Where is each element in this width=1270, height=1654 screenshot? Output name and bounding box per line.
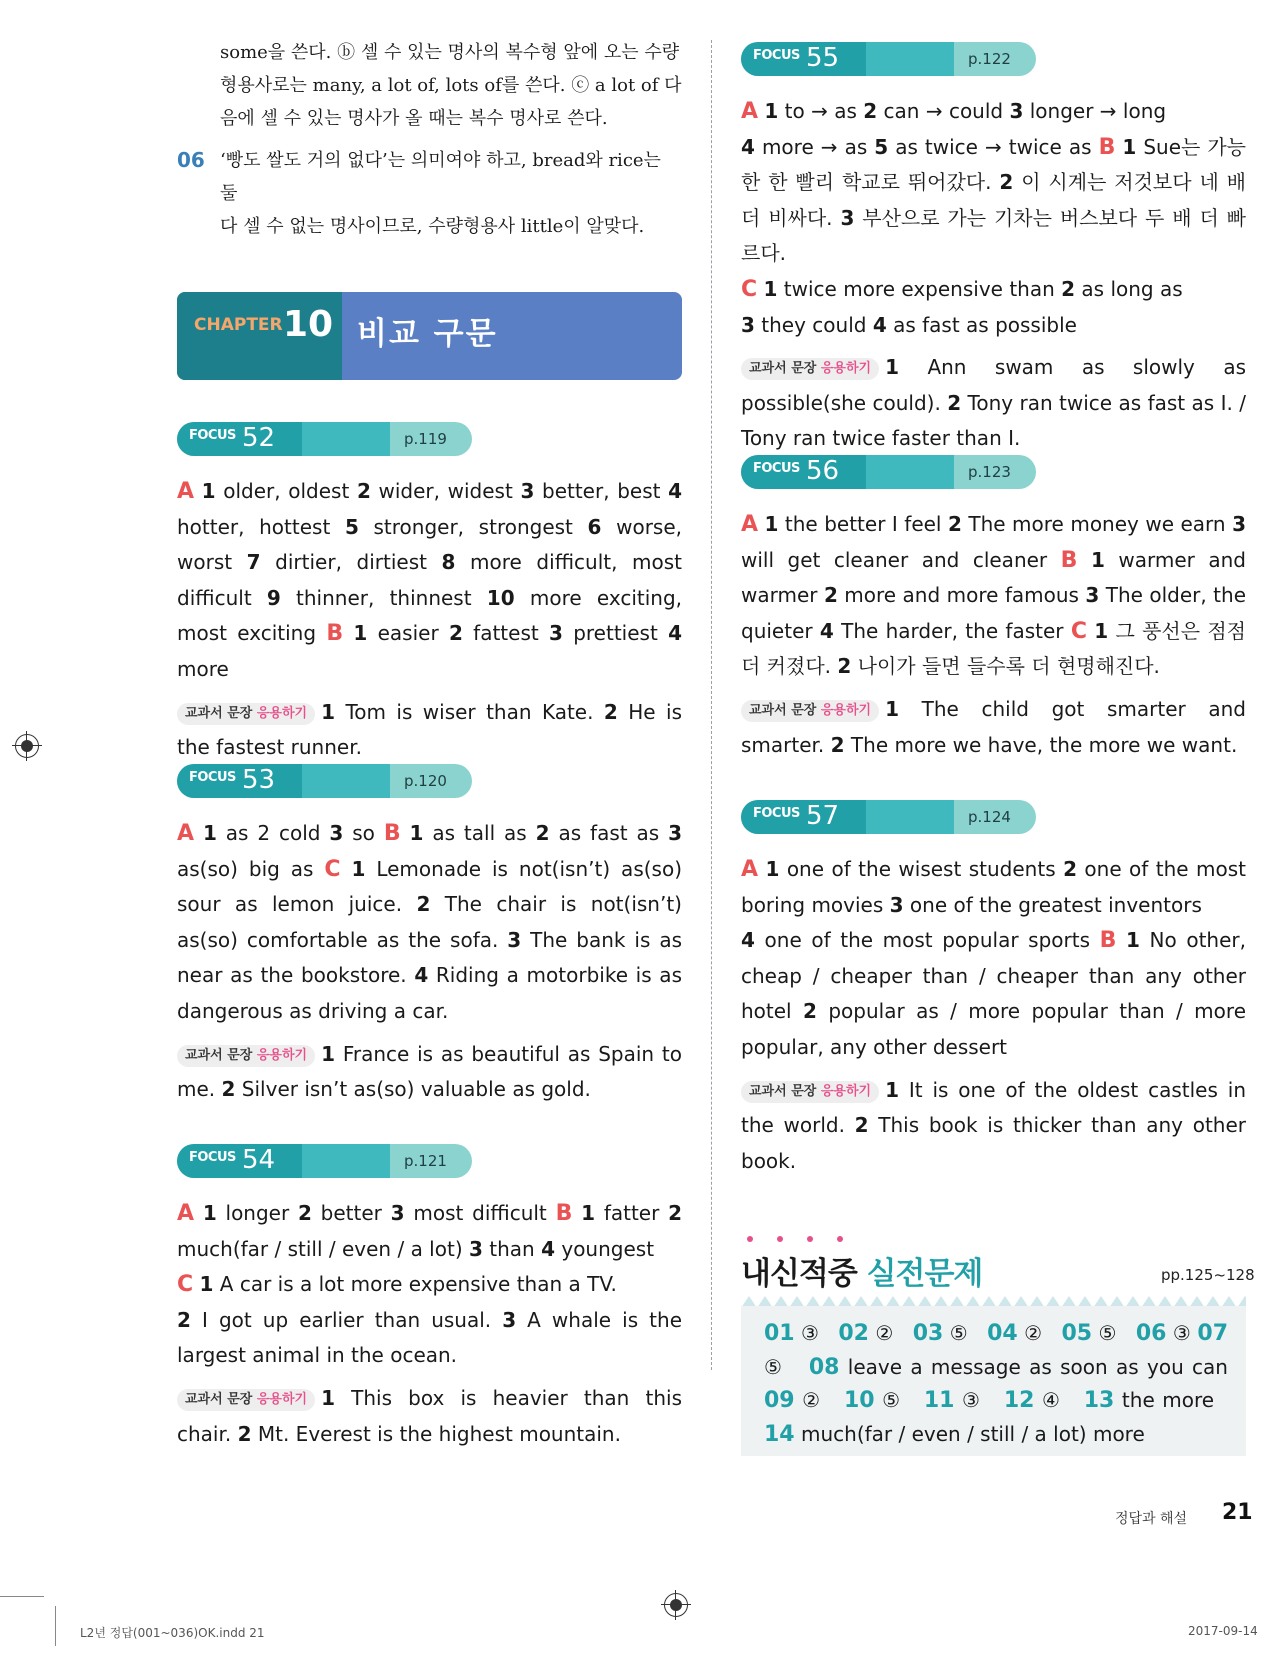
practice-test-title xyxy=(741,1248,982,1293)
chapter-banner xyxy=(177,292,682,380)
column-divider xyxy=(711,40,712,1370)
focus-number: 53 xyxy=(242,765,276,795)
textbook-tag: 교과서 문장 응용하기 xyxy=(177,1389,315,1411)
focus-57-header xyxy=(741,800,1036,834)
textbook-tag: 교과서 문장 응용하기 xyxy=(741,358,879,380)
focus-number: 55 xyxy=(806,43,840,73)
registration-mark-icon xyxy=(15,734,39,758)
intro-line: 형용사로는 many, a lot of, lots of를 쓴다. ⓒ a lot of 다 xyxy=(220,75,682,96)
textbook-tag: 교과서 문장 응용하기 xyxy=(741,1081,879,1103)
textbook-tag: 교과서 문장 응용하기 xyxy=(741,700,879,722)
focus-54-answers: A 1 longer 2 better 3 most difficult B 1 fatter 2 much(far / still / even / a lot) 3 than 4 youngest C 1 A car is a lot more expensive than a TV. 2 I got up earlier than usual. 3 A whale is the largest animal in the ocean. 교과서 문장 응용하기 1 This box is heavier than this chair. 2 Mt. Everest is the highest mountain. xyxy=(177,1201,683,1446)
crop-mark xyxy=(55,1606,56,1646)
emphasis-dots xyxy=(741,1236,861,1248)
focus-53-header xyxy=(177,764,472,798)
practice-test-pages: pp.125~128 xyxy=(1161,1266,1255,1284)
focus-label: FOCUS xyxy=(189,1150,236,1165)
practice-test-title-part2: 실전문제 xyxy=(866,1256,983,1292)
chapter-label: CHAPTER xyxy=(194,315,283,335)
focus-label: FOCUS xyxy=(753,461,800,476)
focus-54-header xyxy=(177,1144,472,1178)
focus-number: 56 xyxy=(806,456,840,486)
question-06-explanation xyxy=(177,144,682,243)
practice-test-answers: 01 ③ 02 ② 03 ⑤ 04 ② 05 ⑤ 06 ③ 07 ⑤ 08 leave a message as soon as you can 09 ② 10 ⑤ 11 ③ 12 ④ 13 the more 14 much(far / even / still / a lot) more xyxy=(764,1321,1229,1447)
question-number: 06 xyxy=(177,148,205,172)
chapter-number: 10 xyxy=(283,304,334,345)
focus-page: p.120 xyxy=(404,772,447,790)
focus-52-header xyxy=(177,422,472,456)
focus-number: 52 xyxy=(242,423,276,453)
print-date: 2017-09-14 xyxy=(1188,1624,1258,1638)
focus-53-answers: A 1 as 2 cold 3 so B 1 as tall as 2 as fast as 3 as(so) big as C 1 Lemonade is not(isn’t) as(so) sour as lemon juice. 2 The chair is not(isn’t) as(so) comfortable as the sofa. 3 The bank is as near as the bookstore. 4 Riding a motorbike is as dangerous as driving a car. 교과서 문장 응용하기 1 France is as beautiful as Spain to me. 2 Silver isn’t as(so) valuable as gold. xyxy=(177,821,683,1102)
chapter-title: 비교 구문 xyxy=(357,316,498,352)
explanation-line: 다 셀 수 없는 명사이므로, 수량형용사 little이 알맞다. xyxy=(220,216,645,237)
crop-mark xyxy=(0,1596,44,1597)
textbook-tag: 교과서 문장 응용하기 xyxy=(177,1045,315,1067)
focus-label: FOCUS xyxy=(753,806,800,821)
textbook-tag: 교과서 문장 응용하기 xyxy=(177,703,315,725)
focus-page: p.123 xyxy=(968,463,1011,481)
focus-55-header xyxy=(741,42,1036,76)
focus-number: 57 xyxy=(806,801,840,831)
practice-test-answers-box xyxy=(741,1306,1246,1456)
focus-55-answers: A 1 to → as 2 can → could 3 longer → long 4 more → as 5 as twice → twice as B 1 Sue는 가능한 한 빨리 학교로 뛰어갔다. 2 이 시계는 저것보다 네 배 더 비싸다. 3 부산으로 가는 기차는 버스보다 두 배 더 빠르다. C 1 twice more expensive than 2 as long as 3 they could 4 as fast as possible 교과서 문장 응용하기 1 Ann swam as slowly as possible(she could). 2 Tony ran twice as fast as I. / Tony ran twice faster than I. xyxy=(741,99,1247,451)
page-number: 21 xyxy=(1222,1500,1253,1525)
intro-line: 음에 셀 수 있는 명사가 올 때는 복수 명사로 쓴다. xyxy=(220,108,608,129)
focus-label: FOCUS xyxy=(753,48,800,63)
focus-page: p.119 xyxy=(404,430,447,448)
focus-label: FOCUS xyxy=(189,770,236,785)
focus-57-answers: A 1 one of the wisest students 2 one of the most boring movies 3 one of the greatest inventors 4 one of the most popular sports B 1 No other, cheap / cheaper than / cheaper than any other hotel 2 popular as / more popular than / more popular, any other dessert 교과서 문장 응용하기 1 It is one of the oldest castles in the world. 2 This book is thicker than any other book. xyxy=(741,857,1246,1173)
intro-line: some을 쓴다. ⓑ 셀 수 있는 명사의 복수형 앞에 오는 수량 xyxy=(220,42,680,63)
focus-page: p.124 xyxy=(968,808,1011,826)
explanation-line: ‘빵도 쌀도 거의 없다’는 의미여야 하고, bread와 rice는 둘 xyxy=(220,150,661,204)
focus-number: 54 xyxy=(242,1145,276,1175)
focus-56-answers: A 1 the better I feel 2 The more money we earn 3 will get cleaner and cleaner B 1 warmer and warmer 2 more and more famous 3 The older, the quieter 4 The harder, the faster C 1 그 풍선은 점점 더 커졌다. 2 나이가 들면 들수록 더 현명해진다. 교과서 문장 응용하기 1 The child got smarter and smarter. 2 The more we have, the more we want. xyxy=(741,512,1247,757)
focus-52-answers: A 1 older, oldest 2 wider, widest 3 better, best 4 hotter, hottest 5 stronger, strongest 6 worse, worst 7 dirtier, dirtiest 8 more difficult, most difficult 9 thinner, thinnest 10 more exciting, most exciting B 1 easier 2 fattest 3 prettiest 4 more 교과서 문장 응용하기 1 Tom is wiser than Kate. 2 He is the fastest runner. xyxy=(177,479,683,760)
focus-label: FOCUS xyxy=(189,428,236,443)
print-file-info: L2년 정답(001~036)OK.indd 21 xyxy=(80,1626,265,1640)
focus-56-header xyxy=(741,455,1036,489)
practice-test-title-part1: 내신적중 xyxy=(741,1256,857,1292)
focus-page: p.122 xyxy=(968,50,1011,68)
focus-page: p.121 xyxy=(404,1152,447,1170)
intro-text xyxy=(220,36,682,135)
footer-section-label: 정답과 해설 xyxy=(1115,1511,1188,1527)
registration-mark-icon xyxy=(664,1593,688,1617)
